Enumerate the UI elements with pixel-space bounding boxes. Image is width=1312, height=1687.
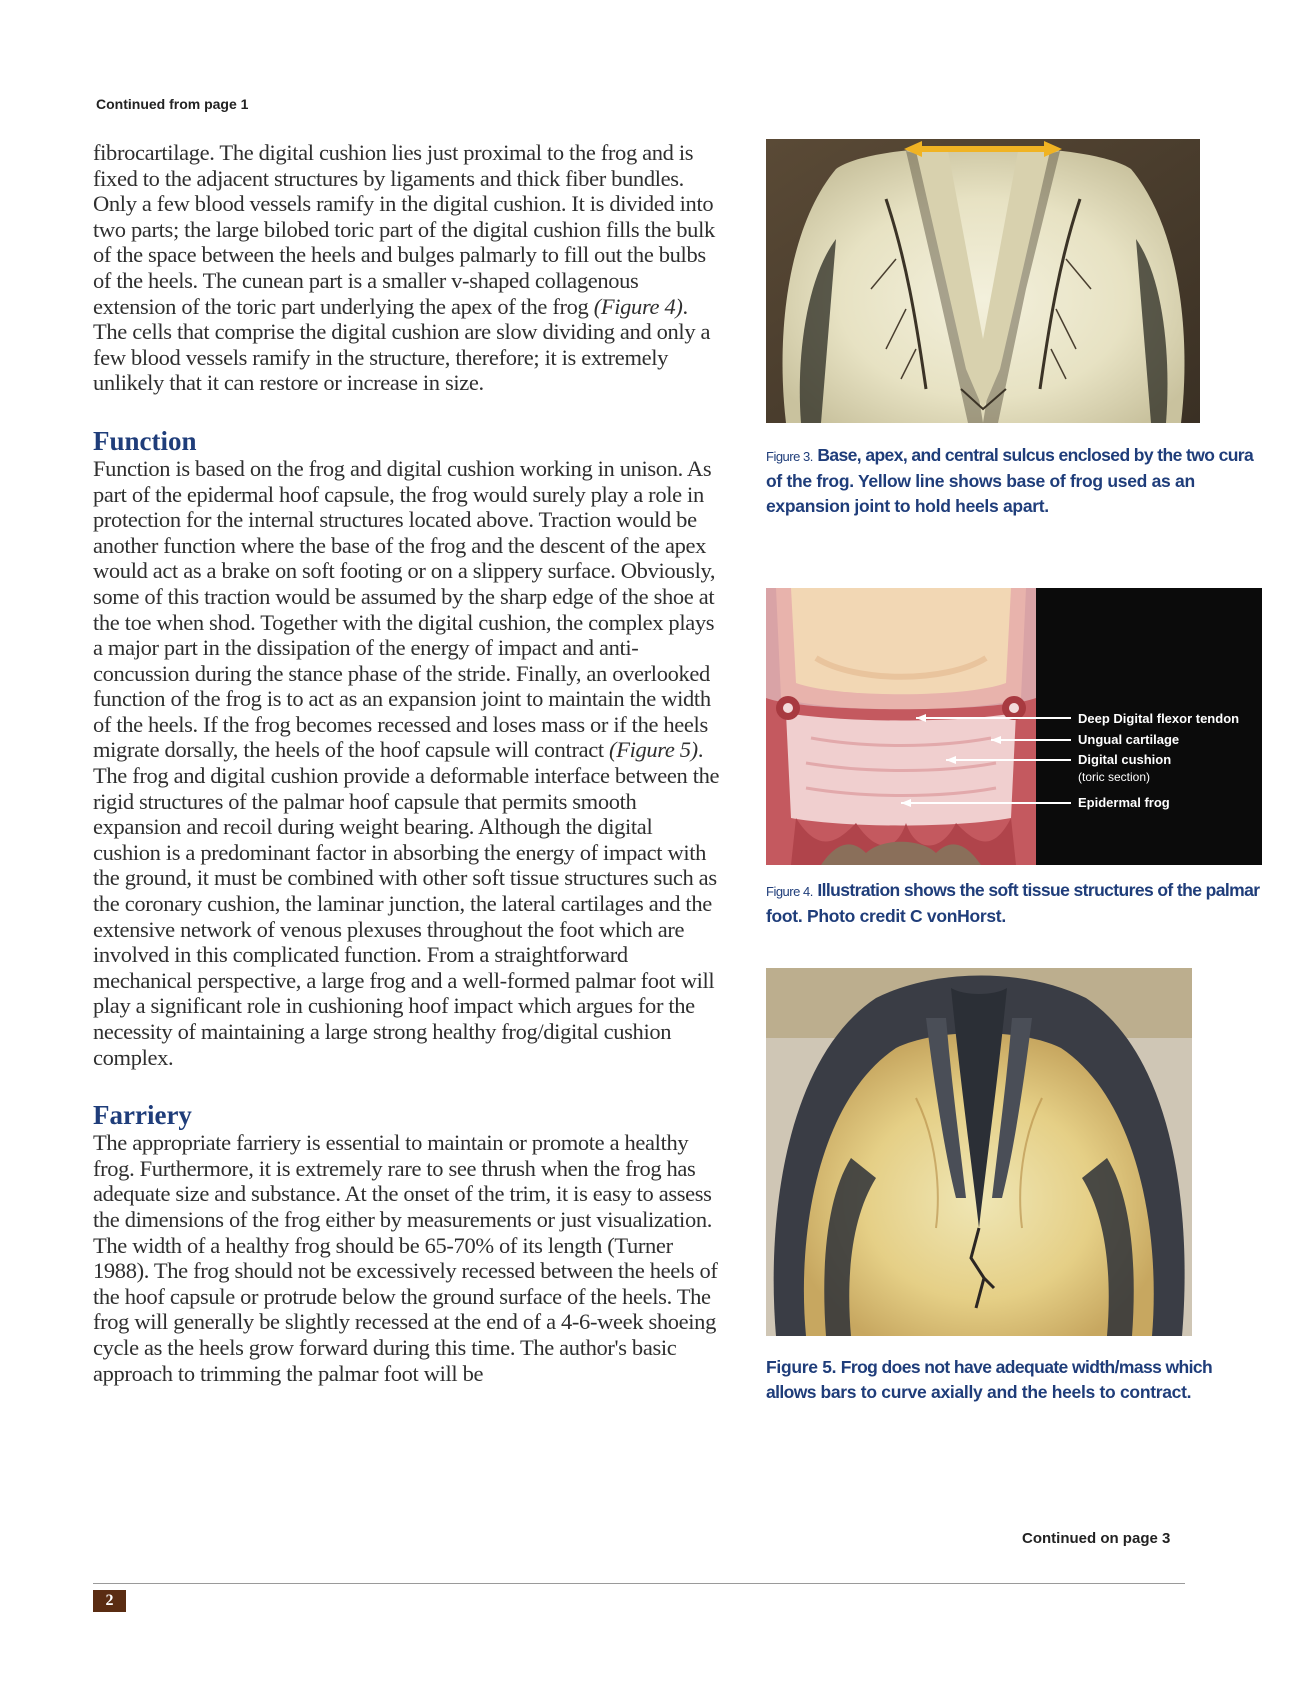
figure-3-caption-lead: Base, apex, and central sulcus enclosed by the two cura [817, 445, 1254, 465]
function-paragraph [93, 456, 723, 1070]
intro-text-b: . The cells that comprise the digital cushion are slow dividing and only a few blood vessels ramify in the structure, therefore; it is extremely unlikely that it can restore or increase in size. [93, 293, 711, 396]
figure-5-label: Figure 5. [766, 1357, 837, 1377]
page-number-badge: 2 [93, 1590, 126, 1612]
figure-5-caption [766, 1355, 1266, 1405]
farriery-heading: Farriery [93, 1100, 192, 1131]
figure-5-caption-lead: Frog does not have adequate width/mass which allows [766, 1357, 1213, 1402]
figure-5-caption-rest: bars to curve axially and the heels to contract. [820, 1382, 1192, 1402]
figure-4-image [766, 588, 1262, 865]
figure-4-caption-rest: foot. Photo credit C vonHorst. [766, 906, 1006, 926]
footer-divider [93, 1583, 1185, 1584]
continued-on-label: Continued on page 3 [1022, 1530, 1171, 1547]
figure-4-caption-lead: Illustration shows the soft tissue structures of the palmar [817, 880, 1260, 900]
label-digital-cushion: Digital cushion [1078, 752, 1172, 767]
label-deep-digital-flexor: Deep Digital flexor tendon [1078, 711, 1240, 726]
farriery-paragraph: The appropriate farriery is essential to maintain or promote a healthy frog. Furthermore, it is extremely rare to see thrush when the frog has adequate size and substance. At the onset of the trim, it is easy to assess the dimensions of the frog either by measurements or just visualization. The width of a healthy frog should be 65-70% of its length (Turner 1988). The frog should not be excessively recessed between the heels of the hoof capsule or protrude below the ground surface of the heels. The frog will generally be slightly recessed at the end of a 4-6-week shoeing cycle as the heels grow forward during this time. The author's basic approach to trimming the palmar foot will be [93, 1130, 718, 1386]
function-heading: Function [93, 425, 197, 456]
article-body [93, 140, 723, 1386]
intro-paragraph [93, 140, 723, 396]
label-toric-section: (toric section) [1078, 770, 1151, 784]
label-ungual-cartilage: Ungual cartilage [1078, 732, 1180, 747]
label-epidermal-frog: Epidermal frog [1078, 795, 1170, 810]
figure-4-caption [766, 878, 1266, 929]
figure-4-reference: (Figure 4) [593, 293, 683, 319]
figure-5-image [766, 968, 1192, 1336]
figure-3-label: Figure 3. [766, 449, 813, 464]
figure-3-caption [766, 443, 1266, 519]
function-text-a: Function is based on the frog and digital cushion working in unison. As part of the epidermal hoof capsule, the frog would surely play a role in protection for the internal structures located above. Traction would be another function where the base of the frog and the descent of the apex would act as a brake on soft footing or on a slippery surface. Obviously, some of this traction would be assumed by the sharp edge of the shoe at the toe when shod. Together with the digital cushion, the complex plays a major part in the dissipation of the energy of impact and anti-concussion during the stance phase of the stride. Finally, an overlooked function of the frog is to act as an expansion joint to maintain the width of the heels. If the frog becomes recessed and loses mass or if the heels migrate dorsally, the heels of the hoof capsule will contract [93, 455, 716, 763]
figure-5-reference: (Figure 5) [609, 737, 698, 763]
continued-from-label: Continued from page 1 [96, 96, 249, 112]
figure-4-label: Figure 4. [766, 884, 813, 899]
function-text-b: . The frog and digital cushion provide a deformable interface between the rigid structures of the palmar hoof capsule that permits smooth expansion and recoil during weight bearing. Although the digital cushion is a predominant factor in absorbing the energy of impact with the ground, it must be combined with other soft tissue structures such as the coronary cushion, the laminar junction, the lateral cartilages and the extensive network of venous plexuses throughout the foot which are involved in this complicated function. From a straightforward mechanical perspective, a large frog and a well-formed palmar foot will play a significant role in cushioning hoof impact which argues for the necessity of maintaining a large strong healthy frog/digital cushion complex. [93, 737, 720, 1070]
figure-3-image [766, 139, 1200, 423]
intro-text-a: fibrocartilage. The digital cushion lies just proximal to the frog and is fixed to the adjacent structures by ligaments and thick fiber bundles. Only a few blood vessels ramify in the digital cushion. It is divided into two parts; the large bilobed toric part of the digital cushion fills the bulk of the space between the heels and bulges palmarly to fill out the bulbs of the heels. The cunean part is a smaller v-shaped collagenous extension of the toric part underlying the apex of the frog [93, 140, 715, 319]
figure-3-caption-rest: of the frog. Yellow line shows base of frog used as an expansion joint to hold heels apart. [766, 471, 1195, 516]
